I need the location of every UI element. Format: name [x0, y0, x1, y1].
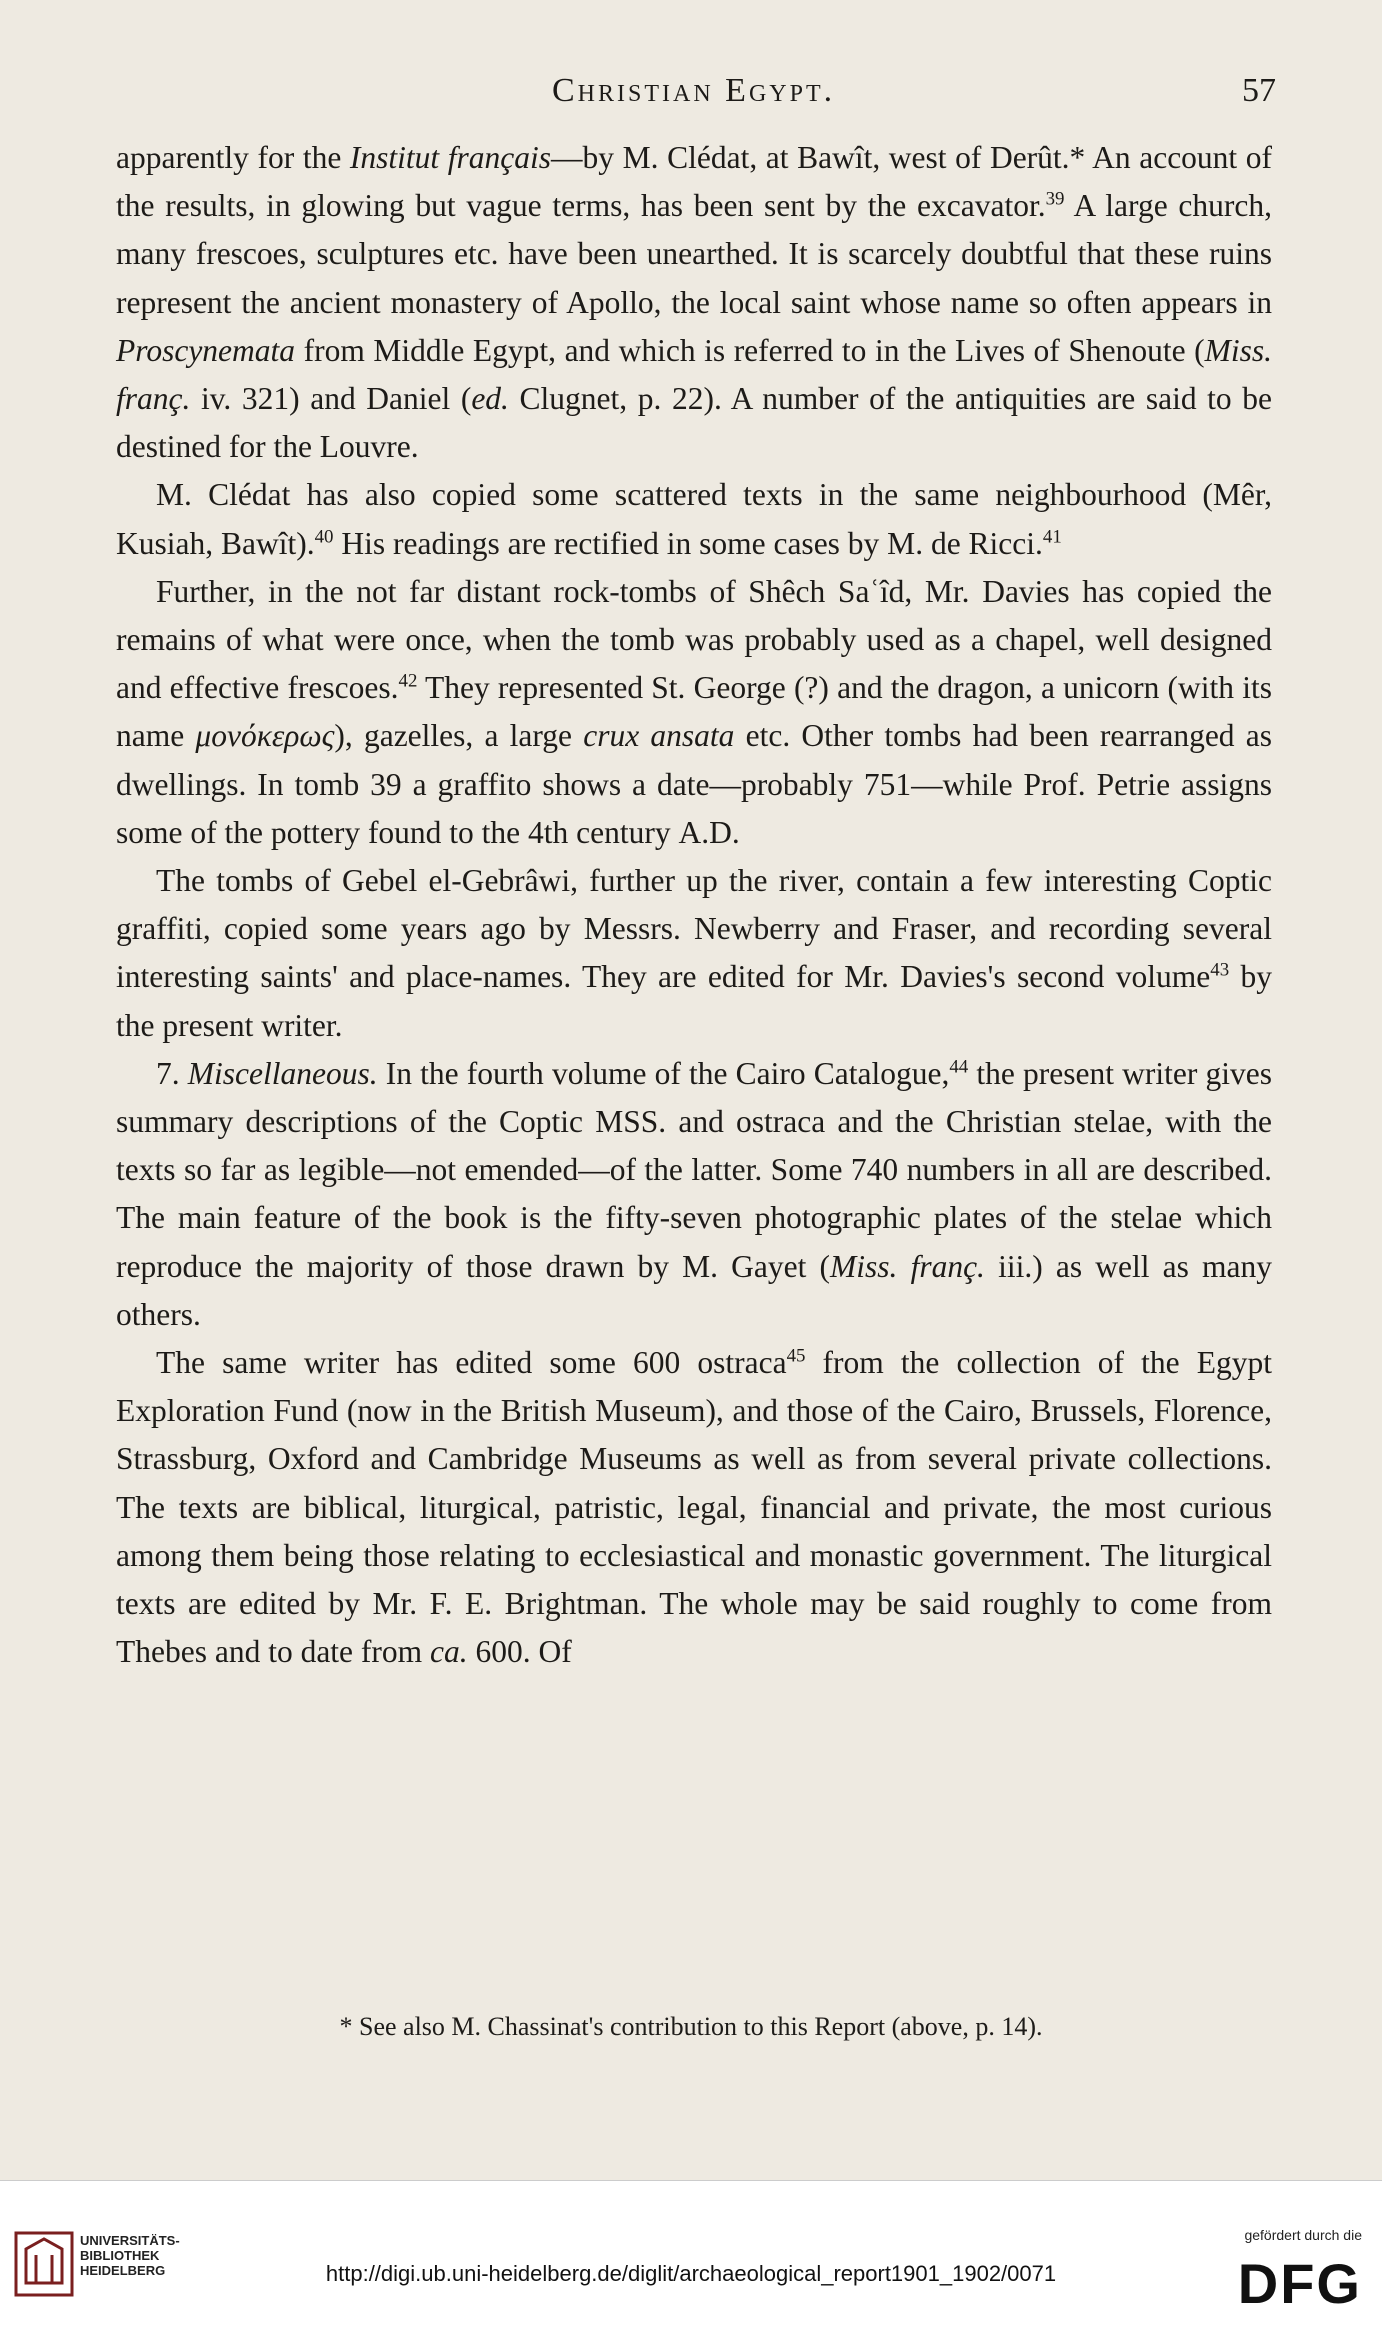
paragraph-4: The tombs of Gebel el-Gebrâwi, further up the river, contain a few interesting Coptic graffiti, copied some years ago by Messrs. Newberry and Fraser, and recording several interesting saints' and place-names. They are edited for Mr. Davies's second volume$^{43}$ by the present writer.: [116, 863, 1273, 1043]
paragraph-2: M. Clédat has also copied some scattered texts in the same neighbourhood (Mêr, Kusiah, Bawît).$^{40}$ His readings are rectified in some cases by M. de Ricci.$^{41}$: [116, 477, 1272, 561]
paragraph-3: Further, in the not far distant rock-tombs of Shêch Saʿîd, Mr. Davies has copied the remains of what were once, when the tomb was probably used as a chapel, well designed and effective frescoes.$^{42}$ They represented St. George (?) and the dragon, a unicorn (with its name μονόκερως), gazelles, a large crux ansata etc. Other tombs had been rearranged as dwellings. In tomb 39 a graffito shows a date—probably 751—while Prof. Petrie assigns some of the pottery found to the 4th century A.D.: [116, 573, 1273, 850]
digitization-footer: [0, 2180, 1382, 2350]
page-header: [0, 72, 1382, 122]
paragraph-6: The same writer has edited some 600 ostraca$^{45}$ from the collection of the Egypt Exploration Fund (now in the British Museum), and those of the Cairo, Brussels, Florence, Strassburg, Oxford and Cambridge Museums as well as from several private collections. The texts are biblical, liturgical, patristic, legal, financial and private, the most curious among them being those relating to ecclesiastical and monastic government. The liturgical texts are edited by Mr. F. E. Brightman. The whole may be said roughly to come from Thebes and to date from ca. 600. Of: [116, 1345, 1272, 1670]
footnote: * See also M. Chassinat's contribution to this Report (above, p. 14).: [339, 2012, 1043, 2041]
paragraph-5: 7. Miscellaneous. In the fourth volume of the Cairo Catalogue,$^{44}$ the present writer gives summary descriptions of the Coptic MSS. and ostraca and the Christian stelae, with the texts so far as legible—not emended—of the latter. Some 740 numbers in all are described. The main feature of the book is the fifty-seven photographic plates of the stelae which reproduce the majority of those drawn by M. Gayet (Miss. franç. iii.) as well as many others.: [116, 1055, 1273, 1332]
sponsor-label: gefördert durch die: [1244, 2227, 1362, 2243]
page-number: 57: [1242, 72, 1276, 109]
library-name: UNIVERSITÄTS- BIBLIOTHEK HEIDELBERG: [80, 2233, 180, 2278]
running-title: Christian Egypt.: [552, 72, 836, 109]
dfg-logo: DFG: [1237, 2252, 1362, 2315]
body-text: [116, 134, 1272, 1677]
paragraph-1: apparently for the Institut français—by M. Clédat, at Bawît, west of Derût.* An account of the results, in glowing but vague terms, has been sent by the excavator.$^{39}$ A large church, many frescoes, sculptures etc. have been unearthed. It is scarcely doubtful that these ruins represent the ancient monastery of Apollo, the local saint whose name so often appears in Proscynemata from Middle Egypt, and which is referred to in the Lives of Shenoute (Miss. franç. iv. 321) and Daniel (ed. Clugnet, p. 22). A number of the antiquities are said to be destined for the Louvre.: [116, 140, 1273, 465]
permalink-url[interactable]: http://digi.ub.uni-heidelberg.de/diglit/archaeological_report1901_1902/0071: [325, 2261, 1057, 2286]
